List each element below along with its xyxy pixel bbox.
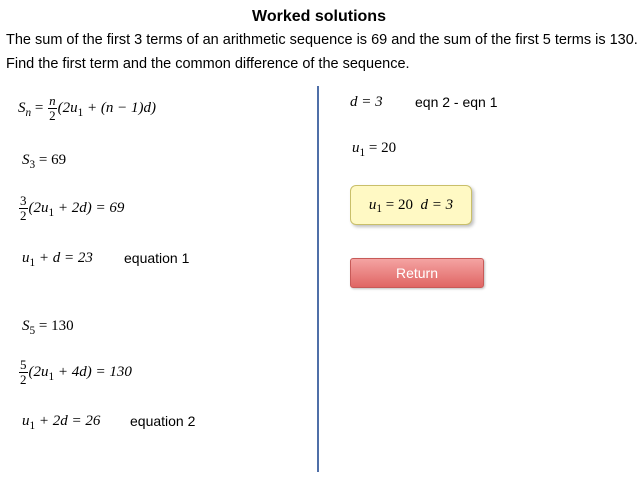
equation-2-label: equation 2 [130,413,196,429]
s3-substituted: $\frac{3}{2}$ $(2u_1 + 2d) = 69$ [20,193,125,223]
equation-1-label: equation 1 [124,250,190,266]
page-title: Worked solutions [252,8,386,25]
answer-text: $u_1 = 20$ d = 3 [368,196,454,216]
answer-box [350,185,472,225]
s3-equation: $S_3 = 69$ [22,152,67,171]
column-divider [317,86,319,472]
d-result-label: eqn 2 - eqn 1 [415,94,498,110]
s5-equation: $S_5 = 130$ [22,318,74,337]
return-button[interactable]: Return [350,258,484,288]
sum-formula: $S_n$ = $\frac{n}{2}$ $(2u_1 + (n - 1)d)$ [18,93,156,123]
d-result: d = 3 [350,94,383,110]
s5-substituted: $\frac{5}{2}$ $(2u_1 + 4d) = 130$ [20,357,132,387]
equation-2: $u_1 + 2d = 26$ [22,413,101,432]
question-line-1: The sum of the first 3 terms of an arithmetic sequence is 69 and the sum of the first 5 terms is 130. [6,32,638,48]
equation-1: $u_1 + d = 23$ [22,250,93,269]
u1-result: $u_1 = 20$ [352,140,397,159]
question-line-2: Find the first term and the common difference of the sequence. [6,56,410,72]
